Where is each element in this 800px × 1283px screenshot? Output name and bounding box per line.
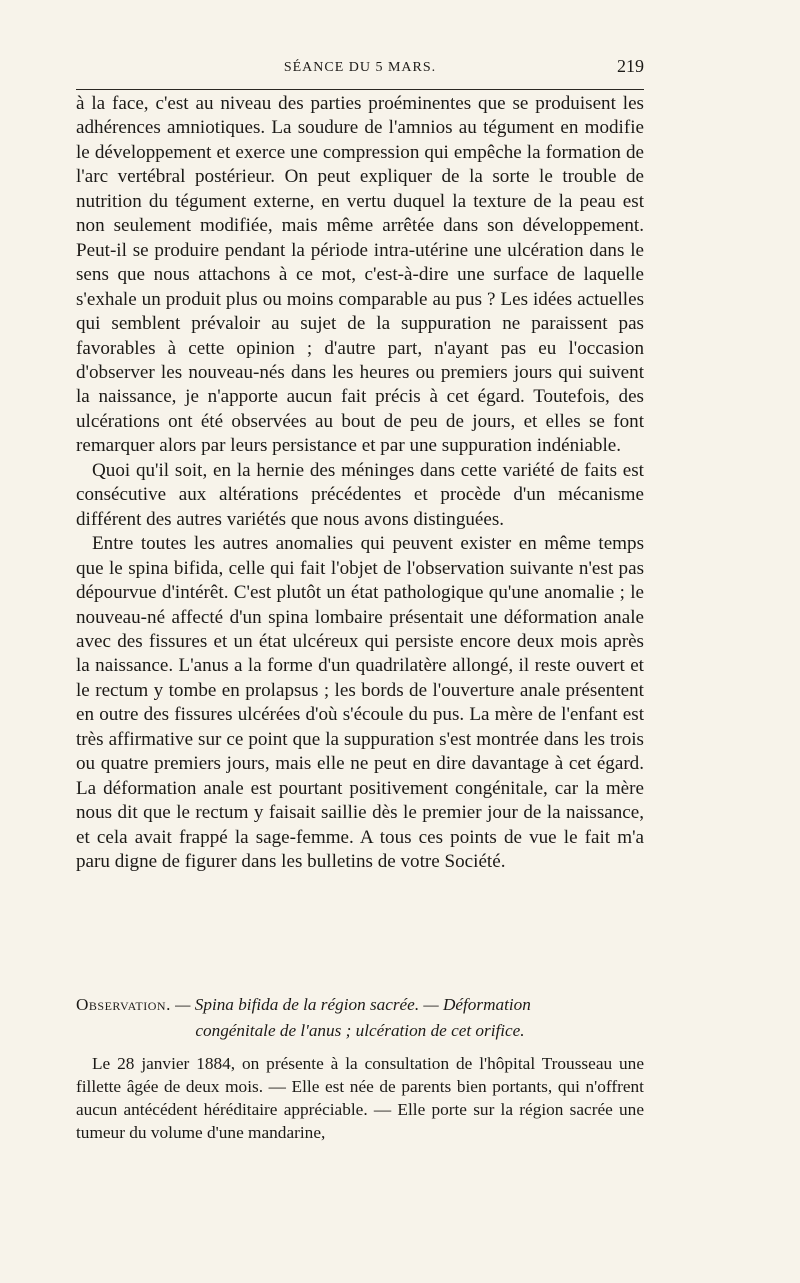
observation-paragraph: Le 28 janvier 1884, on présente à la consultation de l'hôpital Trousseau une fillette âgée de deux mois. — Elle est née de parents bien portants, qui n'offrent aucun antécédent héréditaire appréciable. — Elle porte sur la région sacrée une tumeur du volume d'une mandarine, — [76, 1054, 644, 1142]
paragraph-3: Entre toutes les autres anomalies qui peuvent exister en même temps que le spina bifida, celle qui fait l'objet de l'observation suivante n'est pas dépourvue d'intérêt. C'est plutôt un état pathologique qu'une anomalie ; le nouveau-né affecté d'un spina lombaire présentait une déformation anale avec des fissures et un état ulcéreux qui persiste encore deux mois après la naissance. L'anus a la forme d'un quadrilatère allongé, il reste ouvert et le rectum y tombe en prolapsus ; les bords de l'ouverture anale présentent en outre des fissures ulcérées d'où s'écoule du pus. La mère de l'enfant est très affirmative sur ce point que la suppuration s'est montrée dans les trois ou quatre premiers jours, mais elle ne peut en dire davantage à cet égard. La déformation anale est pourtant positivement congénitale, car la mère nous dit que le rectum y faisait saillie dès le premier jour de la naissance, et cela avait frappé la sage-femme. A tous ces points de vue le fait m'a paru digne de figurer dans les bulletins de votre Société. — [76, 533, 644, 873]
observation-title-part-1: — Spina bifida de la région sacrée. — Déformation — [175, 995, 531, 1014]
observation-label: Observation. — [76, 995, 171, 1014]
observation-title-part-2: congénitale de l'anus ; ulcération de cet orifice. — [195, 1021, 525, 1040]
paragraph-1: à la face, c'est au niveau des parties proéminentes que se produisent les adhérences amniotiques. La soudure de l'amnios au tégument en modifie le développement et exerce une compression qui empêche la formation de l'arc vertébral postérieur. On peut expliquer de la sorte le trouble de nutrition du tégument externe, en vertu duquel la texture de la peau est non seulement modifiée, mais même arrêtée dans son développement. Peut-il se produire pendant la période intra-utérine une ulcération dans le sens que nous attachons à ce mot, c'est-à-dire une surface de laquelle s'exhale un produit plus ou moins comparable au pus ? Les idées actuelles qui semblent prévaloir au sujet de la suppuration ne paraissent pas favorables à cette opinion ; d'autre part, n'ayant pas eu l'occasion d'observer les nouveau-nés dans les heures ou premiers jours qui suivent la naissance, je n'apporte aucun fait précis à cet égard. Toutefois, des ulcérations ont été observées au bout de peu de jours, et elles se font remarquer alors par leurs persistance et par une suppuration indéniable. — [76, 93, 644, 457]
paragraph-2: Quoi qu'il soit, en la hernie des méninges dans cette variété de faits est consécutive aux altérations précédentes et procède d'un mécanisme différent des autres variétés que nous avons distinguées. — [76, 459, 644, 530]
running-title: SÉANCE DU 5 MARS. — [283, 60, 437, 75]
observation-heading-line-2 — [76, 1018, 644, 1044]
main-text — [76, 92, 644, 875]
observation-text — [76, 1052, 644, 1144]
page-number: 219 — [617, 56, 644, 76]
header-rule — [76, 89, 644, 90]
page-header — [76, 56, 644, 84]
observation-heading — [76, 992, 644, 1044]
observation-heading-line-1 — [76, 992, 644, 1018]
